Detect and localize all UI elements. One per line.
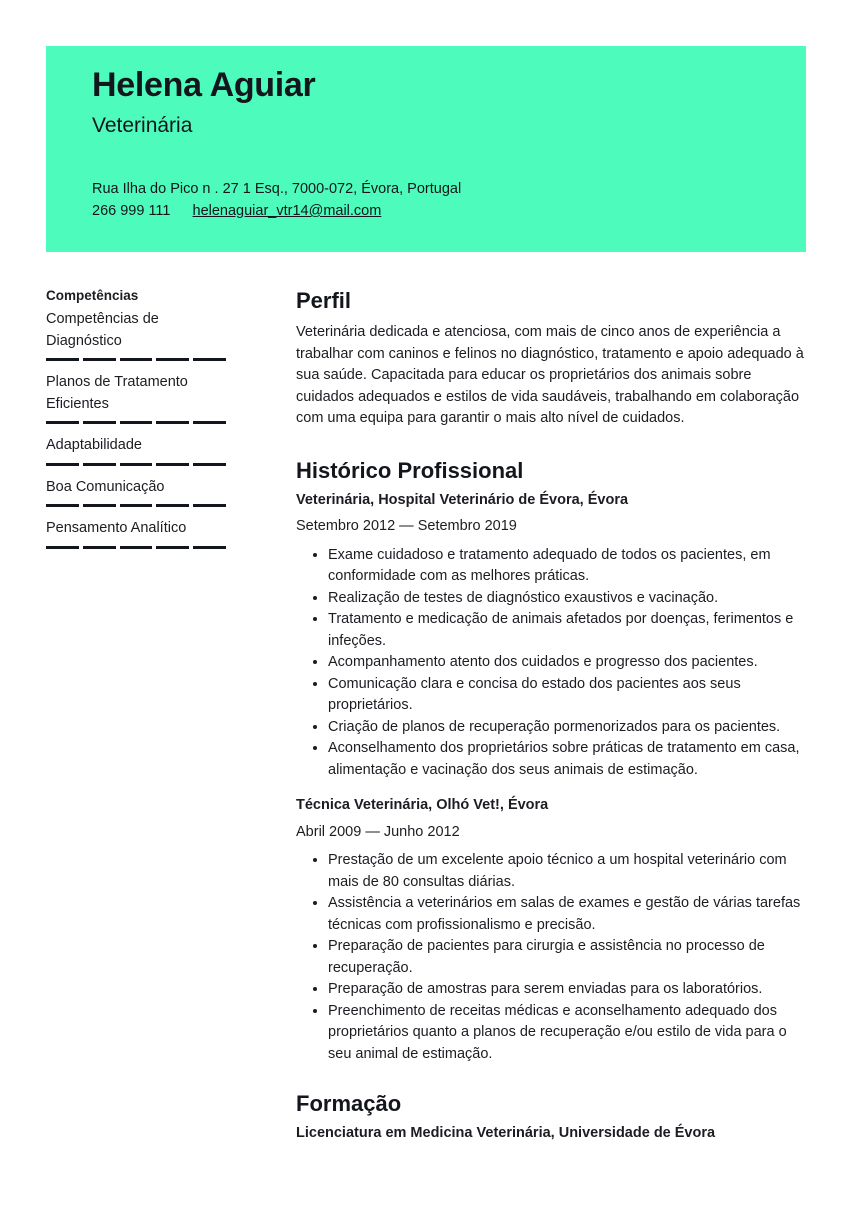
skill-item [46, 372, 228, 424]
job-entry [296, 795, 808, 1065]
skill-label: Competências de Diagnóstico [46, 311, 159, 349]
skill-level-segment [120, 546, 153, 549]
job-title: Técnica Veterinária, Olhó Vet!, Évora [296, 797, 549, 813]
skill-level-segment [156, 463, 189, 466]
list-item: • Assistência a veterinários em salas de exames e gestão de várias tarefas técnicas com profissionalismo e precisão. [328, 893, 808, 936]
skill-label: Adaptabilidade [46, 437, 142, 453]
contact-row [92, 203, 381, 219]
skill-level-segment [46, 463, 79, 466]
resume-header [46, 46, 806, 252]
list-item: • Realização de testes de diagnóstico exaustivos e vacinação. [328, 588, 808, 610]
list-item: • Aconselhamento dos proprietários sobre práticas de tratamento em casa, alimentação e vacinação dos seus animais de estimação. [328, 738, 808, 781]
skill-level-segment [120, 504, 153, 507]
list-item: • Preparação de amostras para serem enviadas para os laboratórios. [328, 979, 808, 1001]
skill-level-segment [83, 504, 116, 507]
skill-level-segment [120, 421, 153, 424]
phone-number: 266 999 111 [92, 203, 171, 219]
education-degree: Licenciatura em Medicina Veterinária, Universidade de Évora [296, 1125, 716, 1141]
skill-level-segment [193, 504, 226, 507]
skill-level-segment [83, 421, 116, 424]
skill-level-segment [156, 358, 189, 361]
candidate-name: Helena Aguiar [92, 66, 316, 104]
skill-level-segment [156, 546, 189, 549]
profile-text: Veterinária dedicada e atenciosa, com mais de cinco anos de experiência a trabalhar com caninos e felinos no diagnóstico, tratamento e apoio adequado à sua saúde. Capacitada para educar os proprietários dos animais sobre cuidados adequados e estilos de vida saudáveis, trabalhando em colaboração com uma equipa para garantir o mais alto nível de cuidados. [296, 324, 804, 426]
list-item: • Criação de planos de recuperação pormenorizados para os pacientes. [328, 717, 808, 739]
job-dates: Setembro 2012 — Setembro 2019 [296, 518, 517, 534]
skill-item [46, 477, 228, 508]
skill-level-bar [46, 421, 226, 424]
skill-item [46, 309, 228, 361]
education-section [296, 1091, 808, 1145]
profile-heading: Perfil [296, 288, 352, 313]
skill-level-segment [83, 358, 116, 361]
candidate-role: Veterinária [92, 114, 193, 137]
job-bullets [296, 545, 808, 782]
list-item: • Comunicação clara e concisa do estado dos pacientes aos seus proprietários. [328, 674, 808, 717]
skills-list [46, 309, 228, 549]
skills-sidebar [46, 288, 228, 560]
skill-level-segment [83, 463, 116, 466]
skill-level-segment [193, 421, 226, 424]
email-link[interactable]: helenaguiar_vtr14@mail.com [192, 203, 382, 219]
skill-level-segment [46, 504, 79, 507]
skill-level-segment [193, 358, 226, 361]
list-item: • Acompanhamento atento dos cuidados e progresso dos pacientes. [328, 652, 808, 674]
skill-level-segment [46, 421, 79, 424]
job-bullets [296, 850, 808, 1065]
skill-label: Planos de Tratamento Eficientes [46, 374, 188, 412]
list-item: • Prestação de um excelente apoio técnico a um hospital veterinário com mais de 80 consultas diárias. [328, 850, 808, 893]
history-heading: Histórico Profissional [296, 457, 524, 483]
skill-label: Pensamento Analítico [46, 520, 187, 536]
skill-label: Boa Comunicação [46, 478, 165, 495]
skill-level-segment [156, 421, 189, 424]
skill-level-bar [46, 546, 226, 549]
skill-level-bar [46, 504, 226, 507]
skill-level-segment [46, 358, 79, 361]
address: Rua Ilha do Pico n . 27 1 Esq., 7000-072, Évora, Portugal [92, 181, 462, 197]
list-item: • Preenchimento de receitas médicas e aconselhamento adequado dos proprietários quanto a planos de recuperação e/ou estilo de vida para o seu animal de estimação. [328, 1001, 808, 1066]
list-item: • Preparação de pacientes para cirurgia e assistência no processo de recuperação. [328, 936, 808, 979]
skill-level-bar [46, 463, 226, 466]
profile-section [296, 288, 808, 430]
skill-level-segment [46, 546, 79, 549]
history-section [296, 458, 808, 1066]
job-entry [296, 490, 808, 782]
skill-level-segment [193, 463, 226, 466]
job-dates: Abril 2009 — Junho 2012 [296, 823, 460, 840]
list-item: • Exame cuidadoso e tratamento adequado de todos os pacientes, em conformidade com as melhores práticas. [328, 545, 808, 588]
job-title: Veterinária, Hospital Veterinário de Évora, Évora [296, 491, 629, 508]
skill-item [46, 518, 228, 549]
skills-heading: Competências [46, 288, 139, 303]
skill-level-segment [120, 358, 153, 361]
skill-level-segment [156, 504, 189, 507]
skill-item [46, 435, 228, 466]
main-content [296, 288, 808, 1145]
skill-level-bar [46, 358, 226, 361]
skill-level-segment [193, 546, 226, 549]
skill-level-segment [120, 463, 153, 466]
education-heading: Formação [296, 1091, 402, 1116]
list-item: • Tratamento e medicação de animais afetados por doenças, ferimentos e infeções. [328, 609, 808, 652]
skill-level-segment [83, 546, 116, 549]
